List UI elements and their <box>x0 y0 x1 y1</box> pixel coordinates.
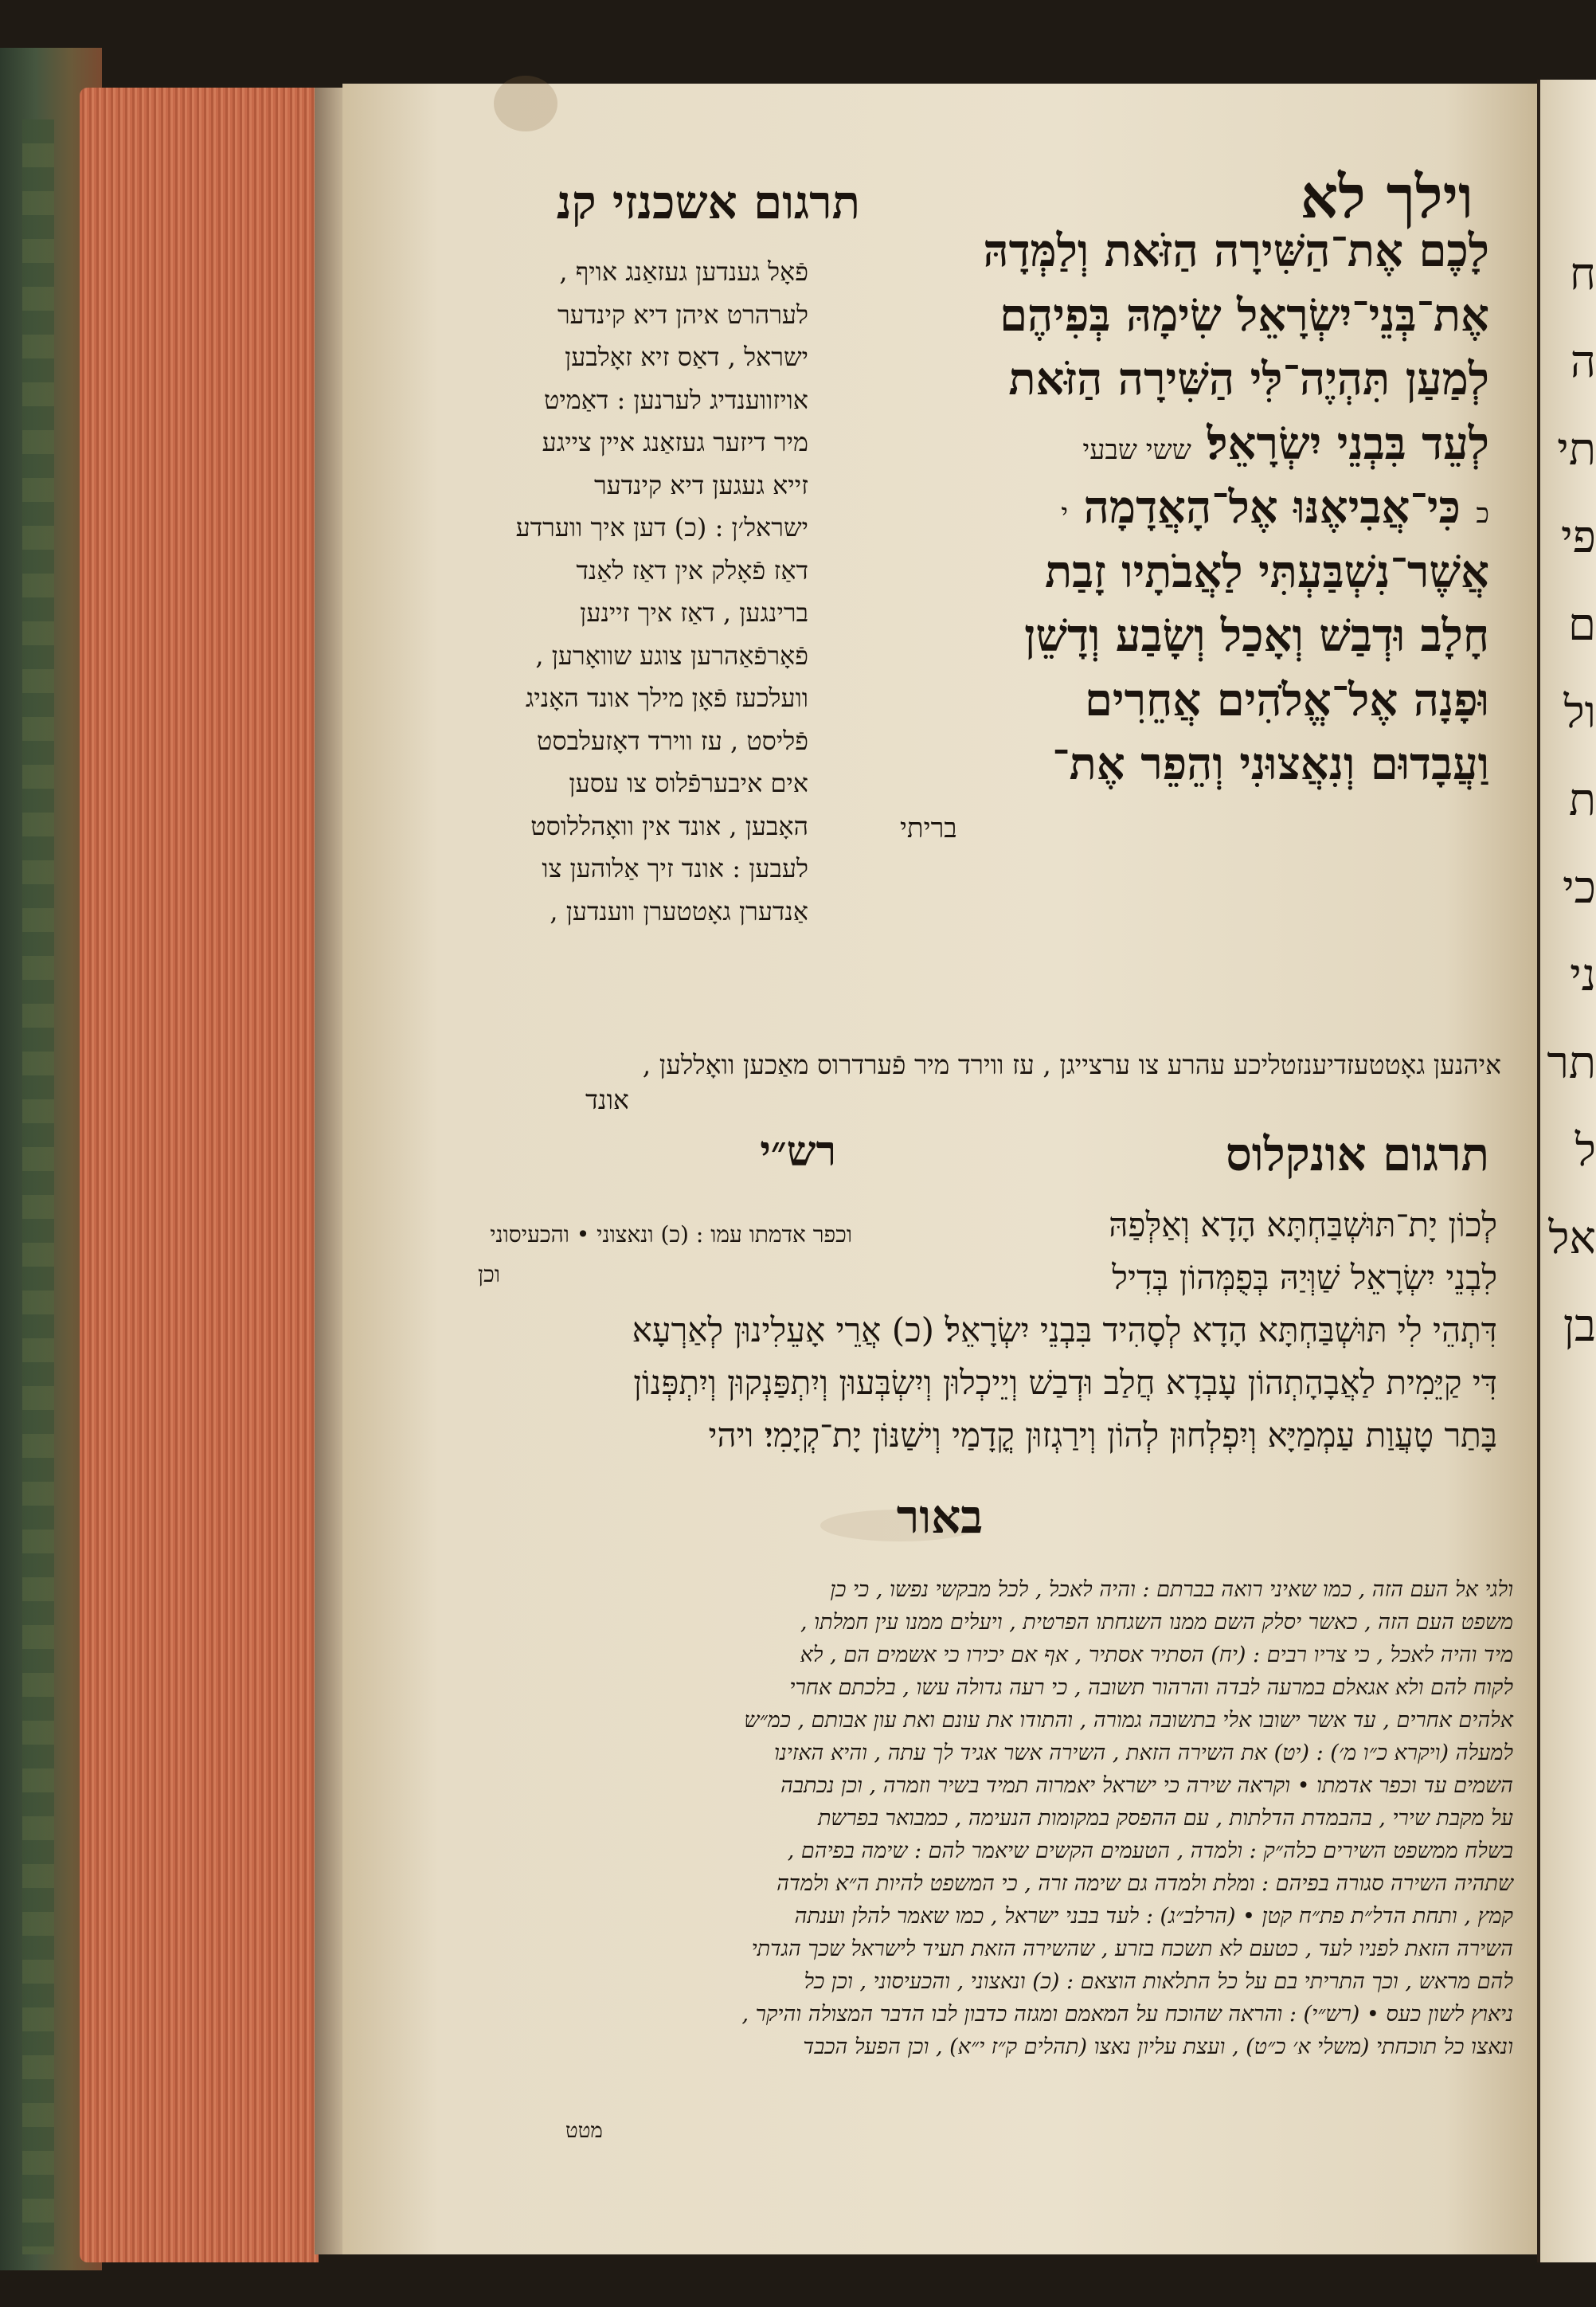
biur-line: ולגי אל העם הזה , כמו שאיני רואה בברתם : והיה לאכל , לכל מבקשי נפשו , כי כן <box>830 1577 1513 1602</box>
biur-line: למעלה (ויקרא כ״ו מ׳) : (יט) את השירה הזאת , השירה אשר אגיד לך עתה , והיא האזינו <box>774 1741 1513 1765</box>
biur-line: משפט העם הזה , כאשר יסלק השם ממנו השגחתו הפרטית , ויעלים ממנו עין חמלתו , <box>800 1610 1513 1635</box>
biur-commentary <box>426 1573 1513 2063</box>
biur-line: מיד והיה לאכל , כי צריו רבים : (יח) הסתיר אסתיר , אף אם יכירו כי אשמים הם , לא <box>800 1643 1513 1667</box>
facing-fragment: ה <box>1570 336 1596 388</box>
onkelos-line: בָּתַר טָעֲוַת עַמְמַיָּא וְיִפְלְחוּן לְהוֹן וְירַגְזוּן קֳדָמַי וְישַׁנּוֹן יָת־קְיָמִי׃ ויהי <box>708 1416 1497 1455</box>
yiddish-line: ברינגען , דאַז איך זיינען <box>580 597 808 628</box>
bible-line-text: כִּי־אֲבִיאֶנּוּ אֶל־הָאֲדָמָה <box>1083 481 1461 534</box>
rashi-line: וכן <box>478 1261 500 1287</box>
facing-fragment: ול <box>1563 687 1596 738</box>
bible-line-text: לְעֵד בִּבְנֵי יִשְׂרָאֵל׃ <box>1207 417 1489 470</box>
yiddish-line: אויזווענדיג לערנען : דאַמיט <box>544 384 808 415</box>
bible-line: לָכֶם אֶת־הַשִּׁירָה הַזֹּאת וְלַמְּדָהּ <box>983 225 1489 277</box>
yiddish-line: דאַז פֿאָלק אין דאַז לאַנד <box>576 554 808 586</box>
onkelos-line: לִבְנֵי יִשְׂרָאֵל שַׁוְּיַהּ בְּפֻמְּהוֹן בְּדִיל <box>1112 1258 1497 1297</box>
page-header-right: וילך לא <box>1300 163 1473 232</box>
biur-line: ונאצו כל תוכחתי (משלי א׳ כ״ט) , ועצת עליון נאצו (תהלים ק״ז י״א) , וכן הפעל הכבד <box>803 2035 1513 2059</box>
biur-line: ניאוץ לשון כעס • (רש״י) : והראה שהוכח על המאמם ומגזה כדבון לבו הדבר המצולה והיקר , <box>741 2002 1513 2027</box>
onkelos-line: דִּי קַיֵּמִית לַאֲבָהָתְהוֹן עָבְדָא חֲלַב וּדְבַשׁ וְיֵיכְלוּן וְיִשְׂבְּעוּן וְיִתְפַּנְקוּן וְיִתְפְּנוֹן <box>633 1363 1497 1402</box>
biur-line: שתהיה השירה סגורה בפיהם : ומלת ולמדה גם שימה זרה , כי המשפט להיות ה״א ולמדה <box>776 1871 1513 1896</box>
bible-line <box>852 476 1489 540</box>
verse-number: כ <box>1476 498 1489 530</box>
yiddish-line: לעבען : אונד זיך אַלוהען צו <box>542 853 808 883</box>
page-header-left: תרגום אשכנזי קנ <box>556 175 860 229</box>
bible-line: לְמַעַן תִּהְיֶה־לִּי הַשִּׁירָה הַזֹּאת <box>1008 353 1489 405</box>
facing-fragment: ח <box>1569 249 1596 300</box>
rashi-line: וכפר אדמתו עמו : (כ) ונאצוני • והכעיסוני <box>490 1221 852 1248</box>
yiddish-line: פֿליסט , עז ווירד דאָזעלבסט <box>537 725 808 756</box>
yiddish-translation-column <box>438 251 808 933</box>
cover-marbling <box>22 119 54 2254</box>
facing-fragment: ני <box>1570 950 1596 1001</box>
onkelos-line: דִּתְהֵי לִי תּוּשְׁבַּחְתָּא הָדָא לְסָהִיד בִּבְנֵי יִשְׂרָאֵל׃ (כ) אֲרֵי אָעֵלִינוּן לְאַרְעָא <box>632 1310 1497 1349</box>
catchword: בריתי <box>900 812 957 844</box>
onkelos-header: תרגום אונקלוס <box>1225 1127 1489 1181</box>
facing-fragment: אל <box>1548 1212 1596 1264</box>
facing-fragment: בן <box>1563 1300 1596 1352</box>
bible-line: אֶת־בְּנֵי־יִשְׂרָאֵל שִׂימָהּ בְּפִיהֶם <box>999 288 1489 342</box>
onkelos-line: לְכוֹן יָת־תּוּשְׁבַּחְתָּא הָדָא וְאַלְּפַהּ <box>1109 1205 1497 1244</box>
paper-stain <box>494 76 557 131</box>
biur-line: קמץ , ותחת הדל״ת פת״ח קטן • (הרלב״ג) : לעד בבני ישראל , כמו שאמר להלן וענתה <box>794 1904 1513 1929</box>
facing-fragment: פי <box>1560 511 1596 563</box>
yiddish-line: האָבען , אונד אין וואָהללוסט <box>530 810 808 841</box>
bible-line: וַעֲבָדוּם וְנִאֲצוּנִי וְהֵפֵר אֶת־ <box>1052 738 1489 790</box>
yiddish-line: אים איבערפֿלוס צו עסען <box>569 768 808 798</box>
yiddish-line: זייא געגען דיא קינדער <box>593 469 808 500</box>
yiddish-line: אַנדערן גאָטטערן ווענדען , <box>550 895 808 926</box>
yiddish-line: איהנען גאָטטעזדיענזטליכע עהרע צו ערצייגן , עז ווירד מיר פֿערדרוס מאַכען וואָללען , <box>642 1049 1501 1080</box>
gutter-shadow <box>315 88 346 2254</box>
facing-page-fragments <box>1540 80 1596 1370</box>
yiddish-line: ישראל׳ן : (כ) דען איך ווערדע <box>515 512 808 542</box>
yiddish-line: ישראל , דאַס זיא זאָלבען <box>565 342 808 372</box>
facing-page-edge <box>1537 80 1596 2262</box>
yiddish-line: פֿאָרפֿאַהרען צוגע שוואָרען , <box>535 640 808 671</box>
aliyah-marker: ששי שבעי <box>1082 433 1191 466</box>
biur-line: אלהים אחרים , עד אשר ישובו אלי בתשובה גמורה , והתודו את עונם ואת עון אבותם , כמ״ש <box>744 1708 1513 1733</box>
facing-fragment: ת <box>1568 774 1596 826</box>
verse-marker: י <box>1061 498 1069 530</box>
biur-line: להם מראש , וכך התריתי בם על כל התלאות הוצאם : (כ) ונאצוני , והכעיסוני , וכן כל <box>804 1969 1513 1994</box>
book-page <box>342 84 1541 2254</box>
rashi-header: רש״י <box>760 1127 836 1176</box>
bible-line <box>852 412 1489 476</box>
biur-line: השירה הזאת לפניו לעד , כטעם לא תשכח בזרע , שהשירה הזאת תעיד לישראל שכך הגדתי <box>751 1937 1513 1961</box>
biur-line: לקוח להם ולא אגאלם במרעה לבדה והרהור תשובה , כי רעה גדולה עשו , בלכתם אחרי <box>789 1675 1513 1700</box>
facing-fragment: ם <box>1568 599 1596 651</box>
bible-line: אֲשֶׁר־נִשְׁבַּעְתִּי לַאֲבֹתָיו זָבַת <box>1045 545 1489 598</box>
bible-line: וּפָנָה אֶל־אֱלֹהִים אֲחֵרִים <box>1084 673 1489 727</box>
facing-fragment: כי <box>1562 862 1596 914</box>
signature-mark: מטט <box>565 2119 603 2143</box>
biur-header: באור <box>896 1490 984 1544</box>
biur-line: השמים עד וכפר אדמתו • וקראה שירה כי ישראל יאמרוה תמיד בשיר וזמרה , וכן נכתבה <box>780 1773 1513 1798</box>
yiddish-full-width <box>434 1048 1501 1118</box>
biur-line: בשלח ממשפט השירים כלה״ק : ולמדה , הטעמים הקשים שיאמר להם : שימה בפיהם , <box>787 1839 1513 1863</box>
yiddish-line: מיר דיזער געזאַנג איין צייגע <box>542 427 808 457</box>
bible-text-column <box>852 219 1489 860</box>
yiddish-line: פֿאָל גענדען געזאַנג אויף , <box>559 257 808 287</box>
facing-fragment: תר <box>1547 1037 1596 1089</box>
facing-fragment: ל <box>1574 1125 1596 1177</box>
yiddish-tail: אונד <box>585 1084 629 1115</box>
facing-fragment: תי <box>1557 424 1596 476</box>
bible-line: חָלָב וּדְבַשׁ וְאָכַל וְשָׂבַע וְדָשֵׁן <box>1024 609 1489 662</box>
page-edges <box>80 88 319 2262</box>
biur-line: על מקבת שירי , בהבמדת הדלתות , עם ההפסק במקומות הנעימה , כמבואר בפרשת <box>817 1806 1513 1831</box>
yiddish-line: לערהרט איהן דיא קינדער <box>557 299 808 330</box>
yiddish-line: וועלכעז פֿאָן מילך אונד האָניג <box>525 683 808 713</box>
onkelos-text <box>454 1199 1497 1462</box>
